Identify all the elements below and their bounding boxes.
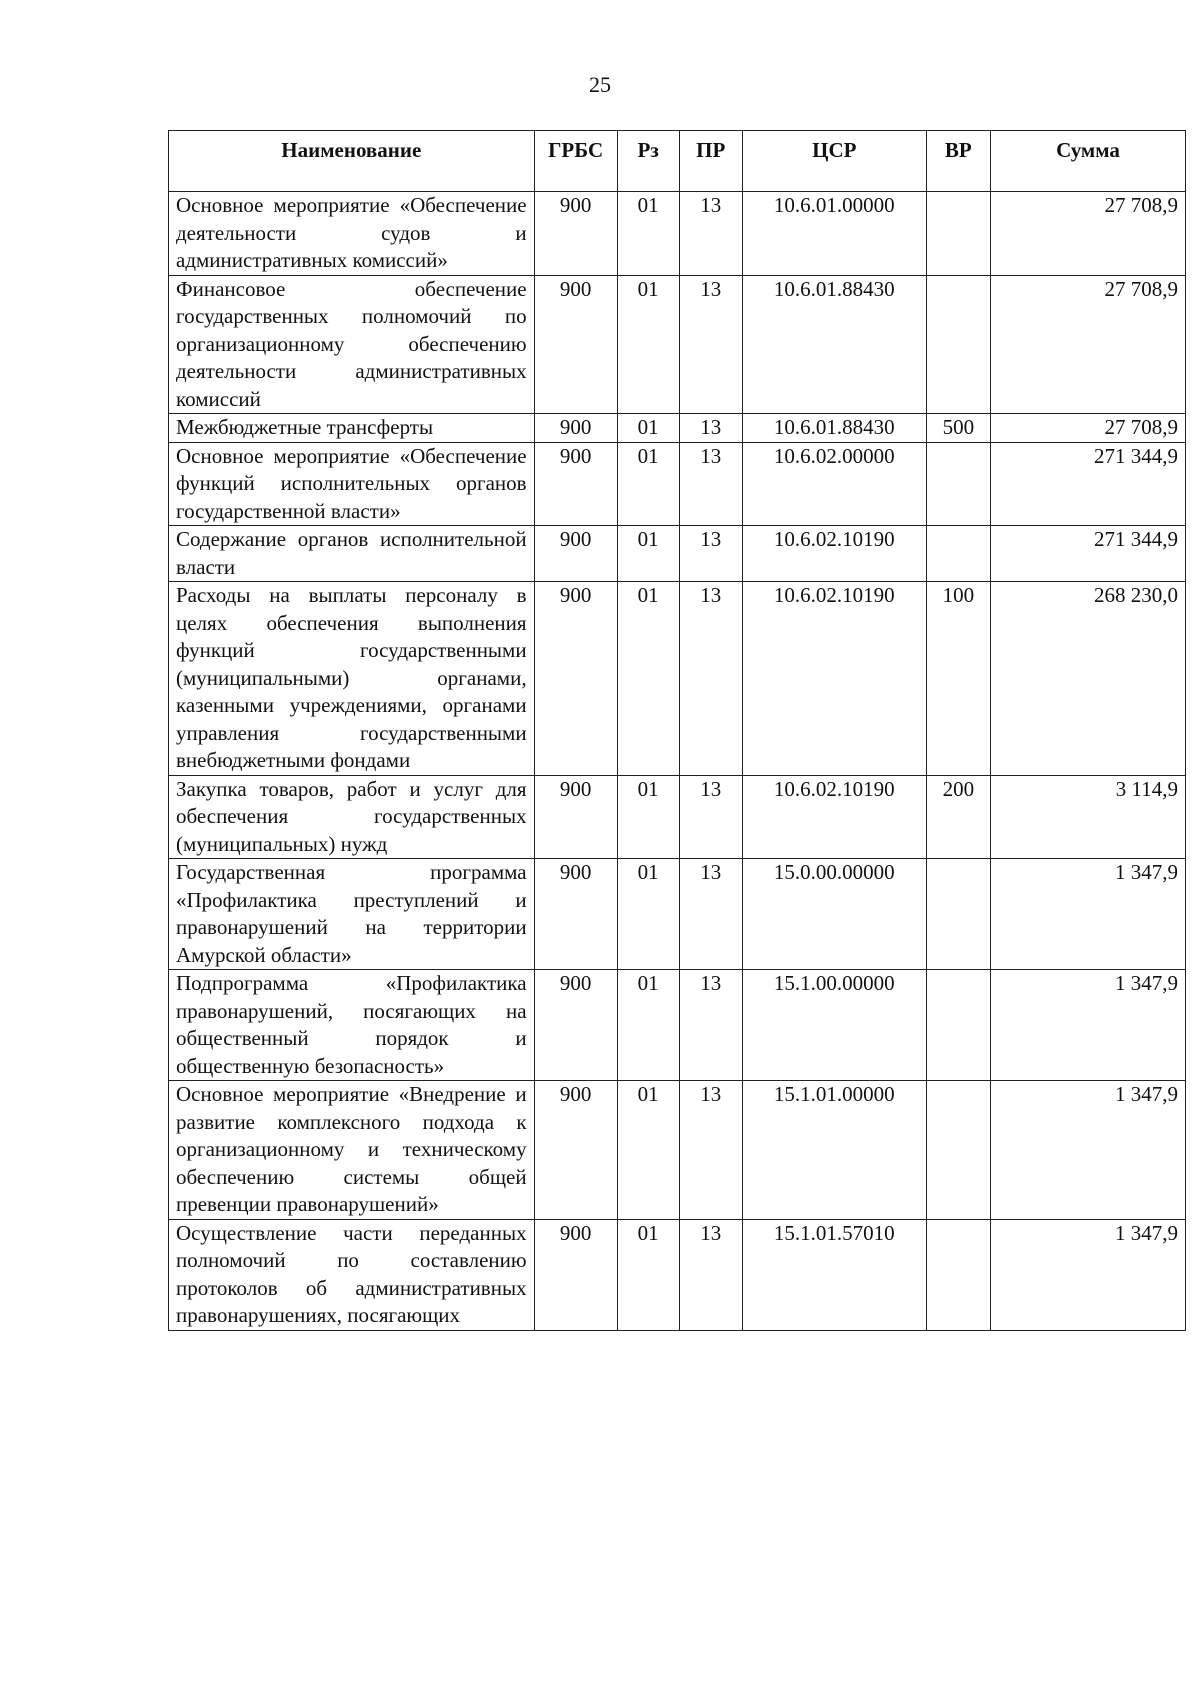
cell-rz: 01 bbox=[617, 582, 679, 776]
cell-grbs: 900 bbox=[534, 1081, 617, 1220]
header-sum: Сумма bbox=[990, 131, 1185, 192]
cell-grbs: 900 bbox=[534, 192, 617, 276]
cell-grbs: 900 bbox=[534, 442, 617, 526]
table-row bbox=[169, 775, 1186, 859]
cell-csr: 10.6.02.10190 bbox=[742, 582, 926, 776]
cell-pr: 13 bbox=[679, 526, 742, 582]
cell-csr: 10.6.02.10190 bbox=[742, 526, 926, 582]
cell-vr bbox=[926, 859, 990, 970]
cell-name: Основное мероприятие «Обеспечение деятельности судов и административных комиссий» bbox=[169, 192, 535, 276]
cell-name: Содержание органов исполнительной власти bbox=[169, 526, 535, 582]
cell-sum: 1 347,9 bbox=[990, 859, 1185, 970]
cell-grbs: 900 bbox=[534, 859, 617, 970]
cell-sum: 268 230,0 bbox=[990, 582, 1185, 776]
cell-csr: 10.6.01.88430 bbox=[742, 414, 926, 443]
table-row bbox=[169, 1081, 1186, 1220]
table-row bbox=[169, 970, 1186, 1081]
cell-pr: 13 bbox=[679, 192, 742, 276]
cell-vr: 200 bbox=[926, 775, 990, 859]
cell-name: Осуществление части переданных полномочий по составлению протоколов об административных правонарушениях, посягающих bbox=[169, 1219, 535, 1330]
cell-csr: 15.1.01.57010 bbox=[742, 1219, 926, 1330]
cell-grbs: 900 bbox=[534, 1219, 617, 1330]
cell-csr: 15.1.01.00000 bbox=[742, 1081, 926, 1220]
cell-pr: 13 bbox=[679, 414, 742, 443]
header-grbs: ГРБС bbox=[534, 131, 617, 192]
cell-vr bbox=[926, 192, 990, 276]
cell-grbs: 900 bbox=[534, 414, 617, 443]
cell-pr: 13 bbox=[679, 970, 742, 1081]
budget-table bbox=[168, 130, 1186, 1331]
table-row bbox=[169, 859, 1186, 970]
cell-sum: 3 114,9 bbox=[990, 775, 1185, 859]
table-row bbox=[169, 582, 1186, 776]
cell-vr bbox=[926, 526, 990, 582]
cell-rz: 01 bbox=[617, 192, 679, 276]
cell-vr: 500 bbox=[926, 414, 990, 443]
table-row bbox=[169, 275, 1186, 414]
cell-pr: 13 bbox=[679, 275, 742, 414]
cell-rz: 01 bbox=[617, 1081, 679, 1220]
cell-vr bbox=[926, 1219, 990, 1330]
cell-csr: 15.0.00.00000 bbox=[742, 859, 926, 970]
cell-rz: 01 bbox=[617, 775, 679, 859]
cell-grbs: 900 bbox=[534, 775, 617, 859]
cell-rz: 01 bbox=[617, 970, 679, 1081]
cell-name: Основное мероприятие «Обеспечение функций исполнительных органов государственной власти» bbox=[169, 442, 535, 526]
cell-sum: 1 347,9 bbox=[990, 1219, 1185, 1330]
cell-rz: 01 bbox=[617, 414, 679, 443]
cell-pr: 13 bbox=[679, 442, 742, 526]
cell-csr: 10.6.02.00000 bbox=[742, 442, 926, 526]
table-row bbox=[169, 442, 1186, 526]
cell-sum: 27 708,9 bbox=[990, 414, 1185, 443]
cell-sum: 27 708,9 bbox=[990, 192, 1185, 276]
page-number: 25 bbox=[589, 72, 611, 97]
cell-sum: 27 708,9 bbox=[990, 275, 1185, 414]
cell-rz: 01 bbox=[617, 275, 679, 414]
cell-name: Государственная программа «Профилактика преступлений и правонарушений на территории Амурской области» bbox=[169, 859, 535, 970]
cell-vr bbox=[926, 1081, 990, 1220]
table-row bbox=[169, 414, 1186, 443]
cell-pr: 13 bbox=[679, 582, 742, 776]
cell-vr bbox=[926, 275, 990, 414]
cell-name: Межбюджетные трансферты bbox=[169, 414, 535, 443]
header-rz: Рз bbox=[617, 131, 679, 192]
cell-sum: 1 347,9 bbox=[990, 970, 1185, 1081]
cell-rz: 01 bbox=[617, 442, 679, 526]
cell-name: Подпрограмма «Профилактика правонарушений, посягающих на общественный порядок и общественную безопасность» bbox=[169, 970, 535, 1081]
table-row bbox=[169, 526, 1186, 582]
cell-sum: 271 344,9 bbox=[990, 442, 1185, 526]
cell-name: Финансовое обеспечение государственных полномочий по организационному обеспечению деятельности административных комиссий bbox=[169, 275, 535, 414]
cell-pr: 13 bbox=[679, 775, 742, 859]
cell-name: Закупка товаров, работ и услуг для обеспечения государственных (муниципальных) нужд bbox=[169, 775, 535, 859]
cell-name: Расходы на выплаты персоналу в целях обеспечения выполнения функций государственными (муниципальными) органами, казенными учреждениями, органами управления государственными внебюджетными фондами bbox=[169, 582, 535, 776]
cell-pr: 13 bbox=[679, 1081, 742, 1220]
header-csr: ЦСР bbox=[742, 131, 926, 192]
cell-vr: 100 bbox=[926, 582, 990, 776]
cell-grbs: 900 bbox=[534, 275, 617, 414]
cell-csr: 15.1.00.00000 bbox=[742, 970, 926, 1081]
table-header-row bbox=[169, 131, 1186, 192]
cell-grbs: 900 bbox=[534, 526, 617, 582]
cell-grbs: 900 bbox=[534, 970, 617, 1081]
cell-rz: 01 bbox=[617, 1219, 679, 1330]
cell-csr: 10.6.01.88430 bbox=[742, 275, 926, 414]
header-vr: ВР bbox=[926, 131, 990, 192]
table-row bbox=[169, 192, 1186, 276]
cell-pr: 13 bbox=[679, 1219, 742, 1330]
cell-rz: 01 bbox=[617, 526, 679, 582]
header-pr: ПР bbox=[679, 131, 742, 192]
cell-pr: 13 bbox=[679, 859, 742, 970]
header-name: Наименование bbox=[169, 131, 535, 192]
cell-name: Основное мероприятие «Внедрение и развитие комплексного подхода к организационному и техническому обеспечению системы общей превенции правонарушений» bbox=[169, 1081, 535, 1220]
cell-vr bbox=[926, 970, 990, 1081]
cell-vr bbox=[926, 442, 990, 526]
cell-sum: 271 344,9 bbox=[990, 526, 1185, 582]
table-row bbox=[169, 1219, 1186, 1330]
cell-grbs: 900 bbox=[534, 582, 617, 776]
cell-rz: 01 bbox=[617, 859, 679, 970]
cell-csr: 10.6.01.00000 bbox=[742, 192, 926, 276]
cell-csr: 10.6.02.10190 bbox=[742, 775, 926, 859]
cell-sum: 1 347,9 bbox=[990, 1081, 1185, 1220]
